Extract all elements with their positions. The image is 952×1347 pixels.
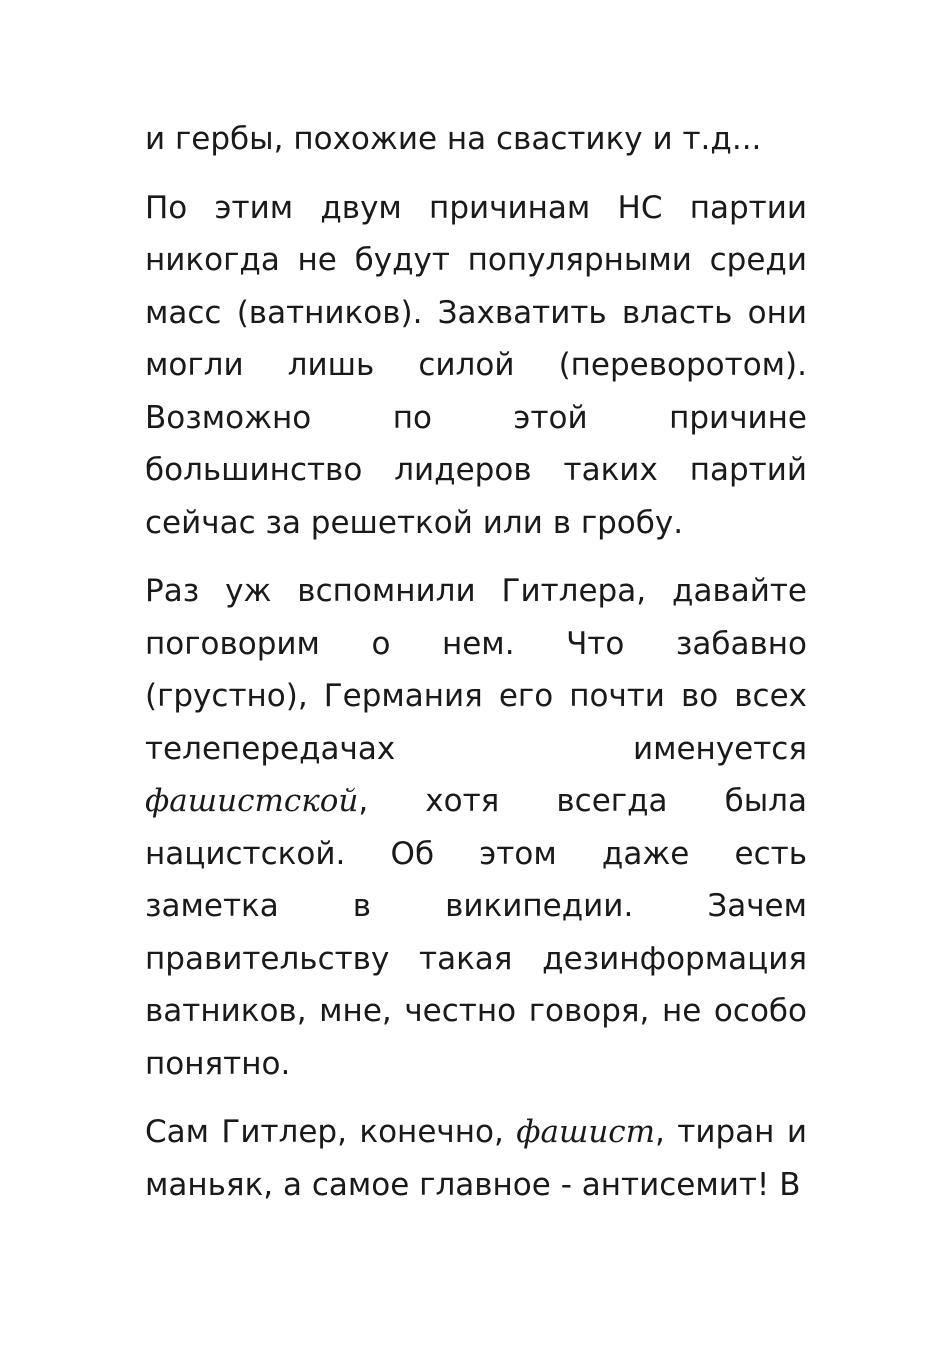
paragraph-text: Раз уж вспомнили Гитлера, давайте поговорим о нем. Что забавно (грустно), Германия его почти во всех телепередачах именуется: [145, 573, 807, 767]
paragraph-ns-parties: По этим двум причинам НС партии никогда не будут популярными среди масс (ватников). Захватить власть они могли лишь силой (переворотом). Возможно по этой причине большинство лидеров таких партий сейчас за решеткой или в гробу.: [145, 189, 807, 541]
paragraph-hitler-fascist: [145, 565, 807, 1090]
paragraph-text: Сам Гитлер, конечно,: [145, 1114, 517, 1150]
italic-word: фашистской: [145, 783, 359, 819]
italic-word: фашист: [516, 1114, 656, 1150]
paragraph-continuation: и гербы, похожие на свастику и т.д...: [145, 121, 762, 157]
document-page: [145, 113, 807, 1227]
paragraph-text: , хотя всегда была нацистской. Об этом даже есть заметка в википедии. Зачем правительству такая дезинформация ватников, мне, честно говоря, не особо понятно.: [145, 783, 807, 1082]
paragraph-text: , тиран и маньяк, а самое главное - антисемит! В: [145, 1114, 807, 1203]
paragraph-hitler-tyrant: [145, 1106, 807, 1211]
